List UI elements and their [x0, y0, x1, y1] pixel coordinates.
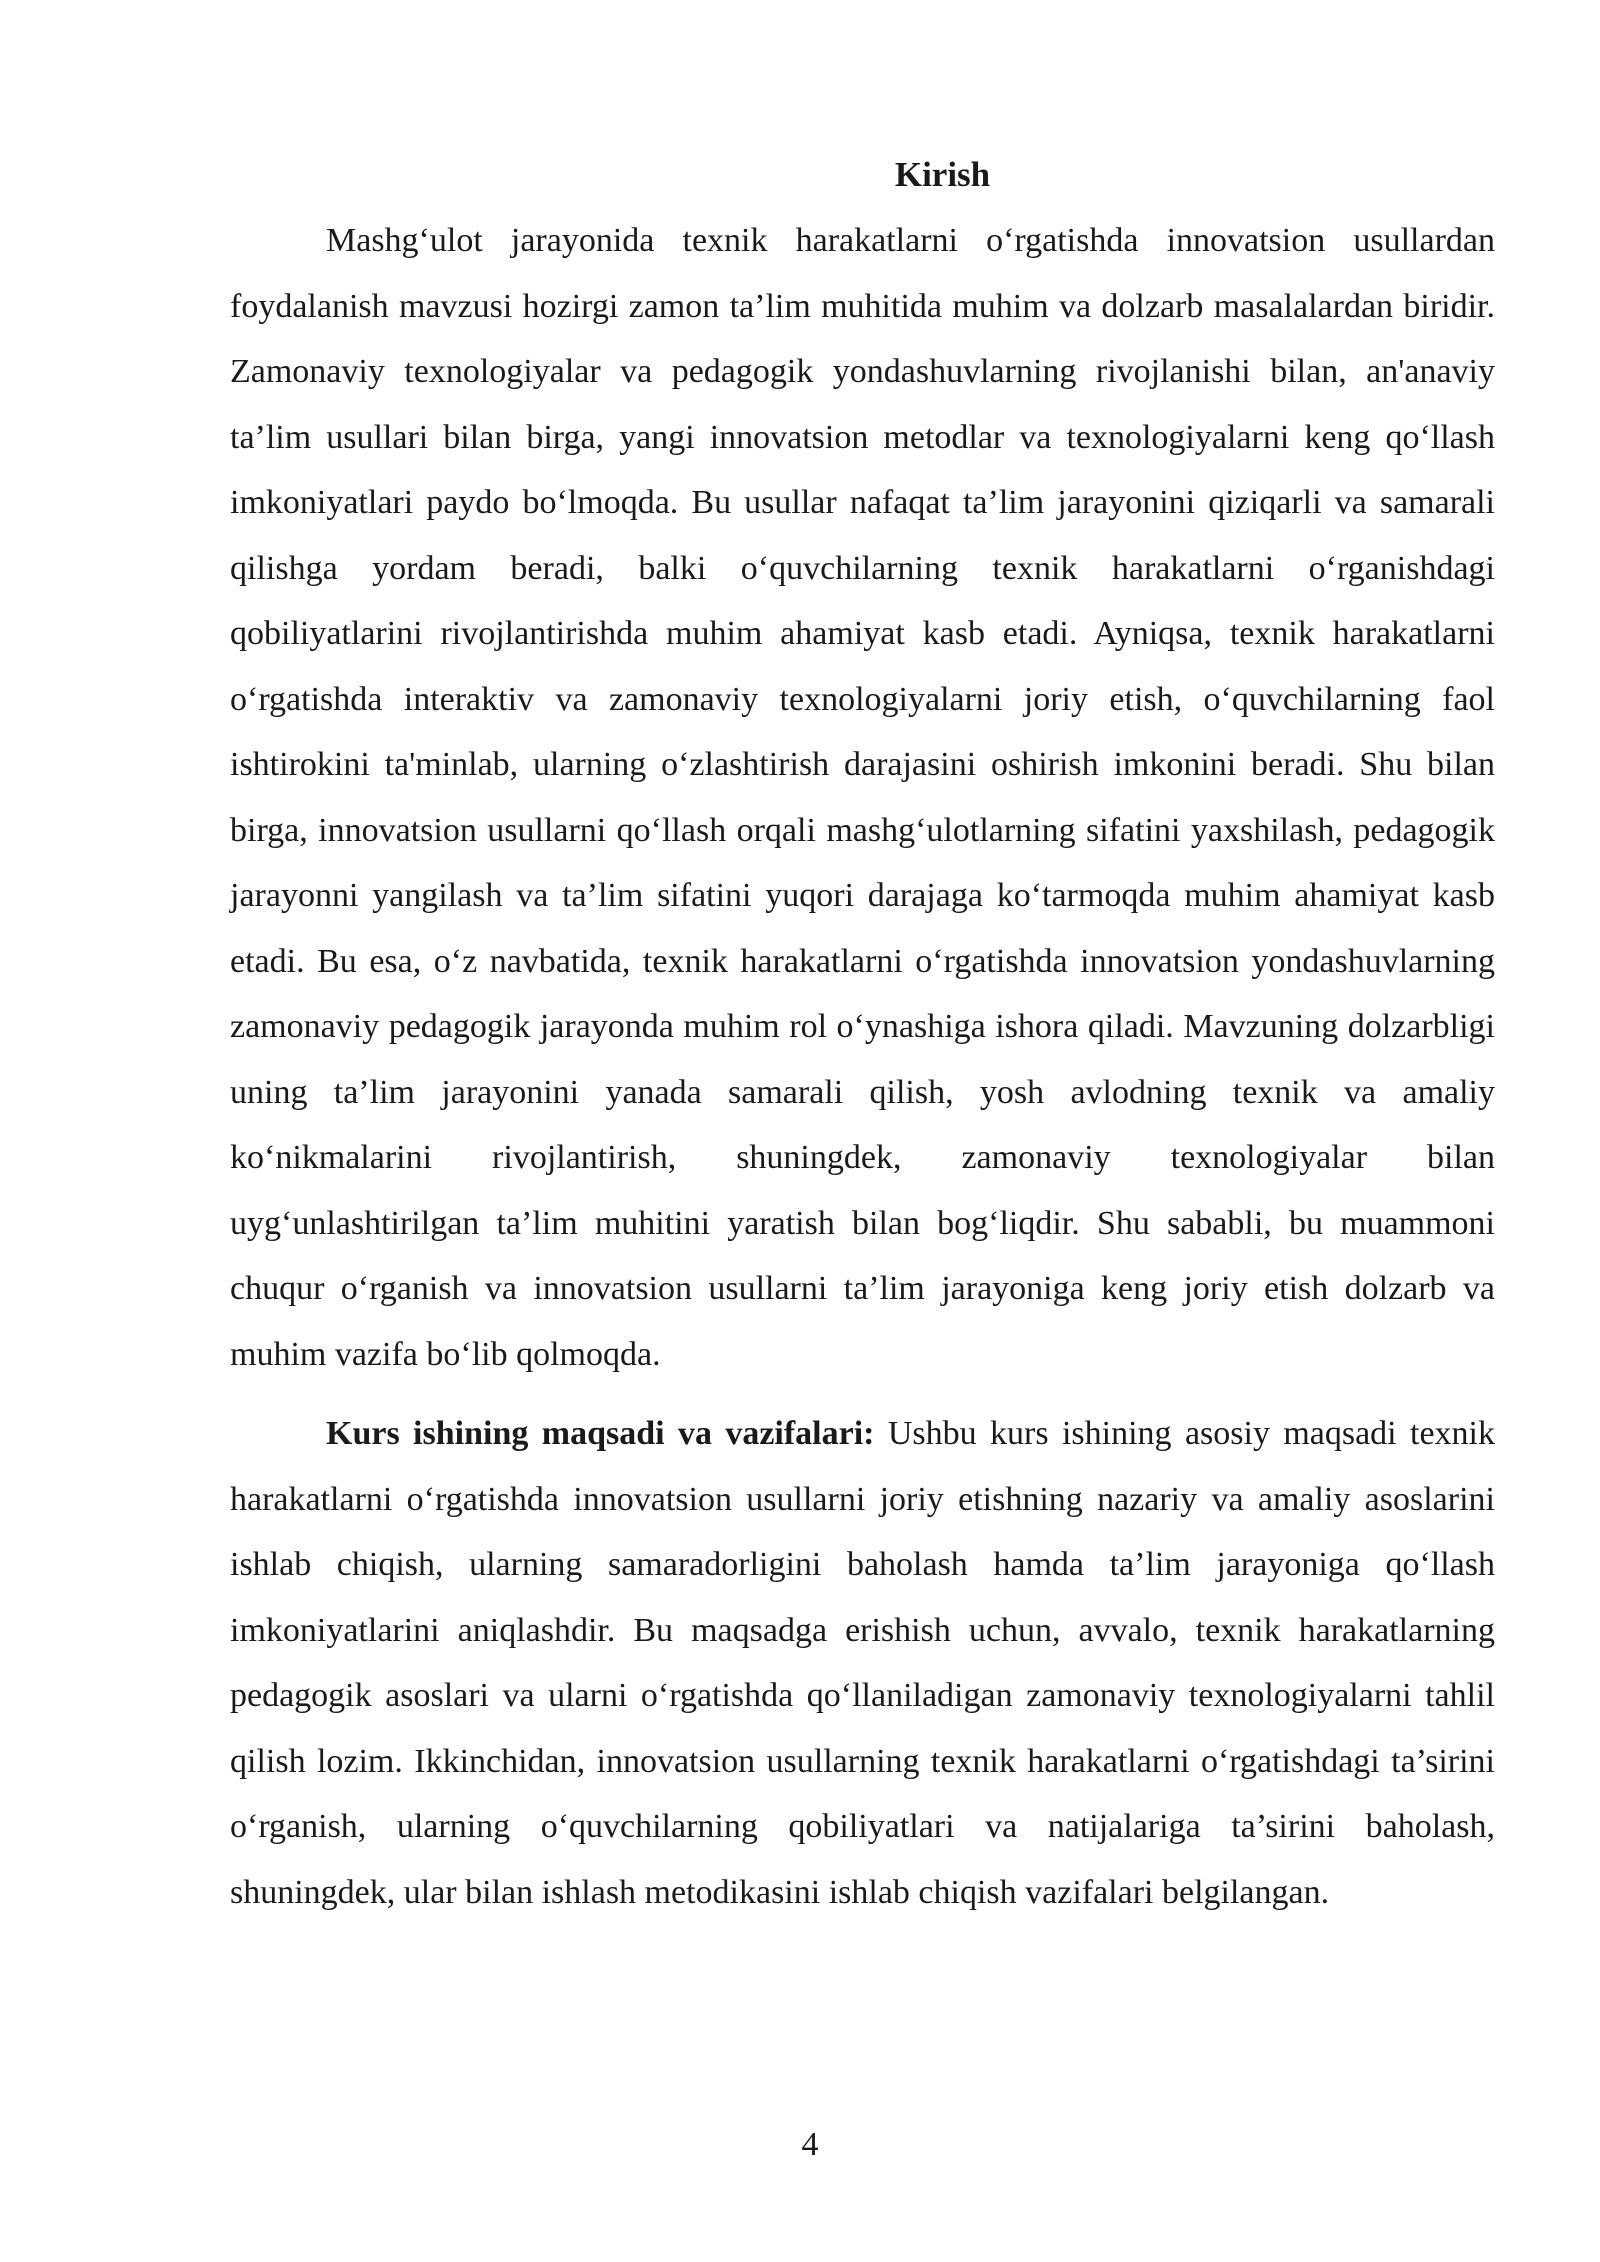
- goals-heading: Kurs ishining maqsadi va vazifalari:: [326, 1415, 875, 1452]
- goals-paragraph: [230, 1401, 1495, 1925]
- page-number: 4: [801, 2126, 819, 2163]
- document-page: [230, 150, 1495, 1925]
- section-heading: Kirish: [894, 155, 991, 194]
- goals-text: Ushbu kurs ishining asosiy maqsadi texnik harakatlarni o‘rgatishda innovatsion usullarni joriy etishning nazariy va amaliy asoslarini ishlab chiqish, ularning samaradorligini baholash hamda ta’lim jarayoniga qo‘llash imkoniyatlarini aniqlashdir. Bu maqsadga erishish uchun, avvalo, texnik harakatlarning pedagogik asoslari va ularni o‘rgatishda qo‘llaniladigan zamonaviy texnologiyalarni tahlil qilish lozim. Ikkinchidan, innovatsion usullarning texnik harakatlarni o‘rgatishdagi ta’sirini o‘rganish, ularning o‘quvchilarning qobiliyatlari va natijalariga ta’sirini baholash, shuningdek, ular bilan ishlash metodikasini ishlab chiqish vazifalari belgilangan.: [230, 1415, 1495, 1911]
- intro-paragraph: Mashg‘ulot jarayonida texnik harakatlarni o‘rgatishda innovatsion usullardan foydalanish mavzusi hozirgi zamon ta’lim muhitida muhim va dolzarb masalalardan biridir. Zamonaviy texnologiyalar va pedagogik yondashuvlarning rivojlanishi bilan, an'anaviy ta’lim usullari bilan birga, yangi innovatsion metodlar va texnologiyalarni keng qo‘llash imkoniyatlari paydo bo‘lmoqda. Bu usullar nafaqat ta’lim jarayonini qiziqarli va samarali qilishga yordam beradi, balki o‘quvchilarning texnik harakatlarni o‘rganishdagi qobiliyatlarini rivojlantirishda muhim ahamiyat kasb etadi. Ayniqsa, texnik harakatlarni o‘rgatishda interaktiv va zamonaviy texnologiyalarni joriy etish, o‘quvchilarning faol ishtirokini ta'minlab, ularning o‘zlashtirish darajasini oshirish imkonini beradi. Shu bilan birga, innovatsion usullarni qo‘llash orqali mashg‘ulotlarning sifatini yaxshilash, pedagogik jarayonni yangilash va ta’lim sifatini yuqori darajaga ko‘tarmoqda muhim ahamiyat kasb etadi. Bu esa, o‘z navbatida, texnik harakatlarni o‘rgatishda innovatsion yondashuvlarning zamonaviy pedagogik jarayonda muhim rol o‘ynashiga ishora qiladi. Mavzuning dolzarbligi uning ta’lim jarayonini yanada samarali qilish, yosh avlodning texnik va amaliy ko‘nikmalarini rivojlantirish, shuningdek, zamonaviy texnologiyalar bilan uyg‘unlashtirilgan ta’lim muhitini yaratish bilan bog‘liqdir. Shu sababli, bu muammoni chuqur o‘rganish va innovatsion usullarni ta’lim jarayoniga keng joriy etish dolzarb va muhim vazifa bo‘lib qolmoqda.: [230, 222, 1495, 1373]
